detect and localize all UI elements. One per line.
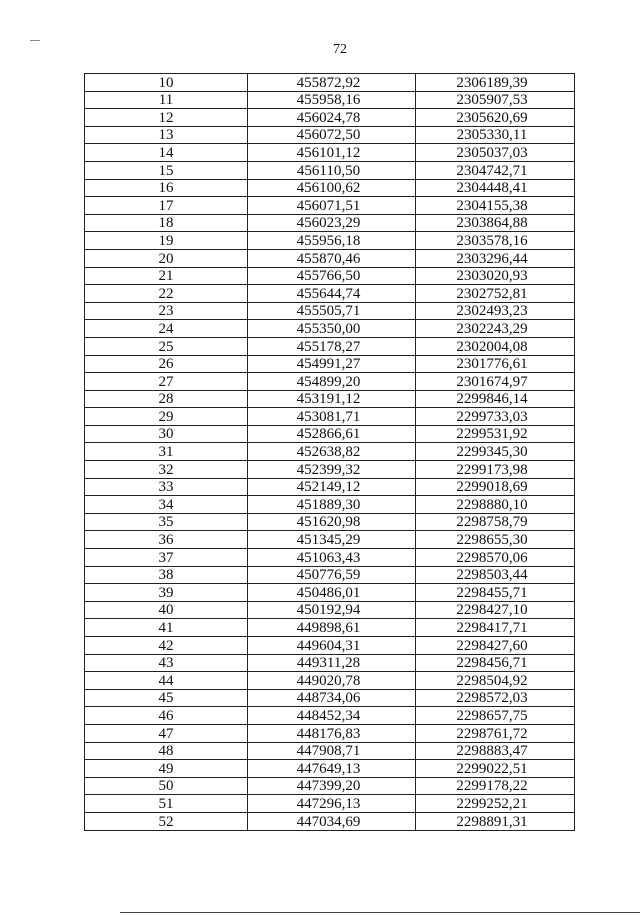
table-row: [85, 777, 575, 795]
point-number-cell: 47: [85, 724, 248, 742]
x-coordinate-cell: 455350,00: [248, 320, 416, 338]
point-number-cell: 46: [85, 707, 248, 725]
point-number-cell: 43: [85, 654, 248, 672]
point-number-cell: 21: [85, 267, 248, 285]
table-row: [85, 355, 575, 373]
y-coordinate-cell: 2299252,21: [416, 795, 575, 813]
point-number-cell: 44: [85, 672, 248, 690]
y-coordinate-cell: 2303864,88: [416, 214, 575, 232]
x-coordinate-cell: 456023,29: [248, 214, 416, 232]
table-row: [85, 197, 575, 215]
point-number-cell: 36: [85, 531, 248, 549]
table-row: [85, 742, 575, 760]
y-coordinate-cell: 2299173,98: [416, 461, 575, 479]
y-coordinate-cell: 2298880,10: [416, 496, 575, 514]
table-row: [85, 619, 575, 637]
x-coordinate-cell: 449311,28: [248, 654, 416, 672]
point-number-cell: 19: [85, 232, 248, 250]
point-number-cell: 48: [85, 742, 248, 760]
y-coordinate-cell: 2298891,31: [416, 812, 575, 830]
table-row: [85, 232, 575, 250]
point-number-cell: 12: [85, 109, 248, 127]
y-coordinate-cell: 2302493,23: [416, 302, 575, 320]
y-coordinate-cell: 2298655,30: [416, 531, 575, 549]
y-coordinate-cell: 2299022,51: [416, 760, 575, 778]
x-coordinate-cell: 451345,29: [248, 531, 416, 549]
point-number-cell: 26: [85, 355, 248, 373]
coordinates-table-body: [85, 74, 575, 831]
y-coordinate-cell: 2299846,14: [416, 390, 575, 408]
x-coordinate-cell: 455872,92: [248, 74, 416, 92]
y-coordinate-cell: 2298570,06: [416, 549, 575, 567]
point-number-cell: 37: [85, 549, 248, 567]
y-coordinate-cell: 2305620,69: [416, 109, 575, 127]
y-coordinate-cell: 2305330,11: [416, 126, 575, 144]
x-coordinate-cell: 447399,20: [248, 777, 416, 795]
x-coordinate-cell: 455644,74: [248, 285, 416, 303]
y-coordinate-cell: 2301674,97: [416, 373, 575, 391]
y-coordinate-cell: 2298761,72: [416, 724, 575, 742]
table-row: [85, 425, 575, 443]
bottom-margin-line: [120, 912, 640, 913]
table-row: [85, 654, 575, 672]
y-coordinate-cell: 2298456,71: [416, 654, 575, 672]
x-coordinate-cell: 449898,61: [248, 619, 416, 637]
table-row: [85, 549, 575, 567]
x-coordinate-cell: 450776,59: [248, 566, 416, 584]
point-number-cell: 35: [85, 513, 248, 531]
point-number-cell: 20: [85, 249, 248, 267]
x-coordinate-cell: 447296,13: [248, 795, 416, 813]
x-coordinate-cell: 451889,30: [248, 496, 416, 514]
point-number-cell: 17: [85, 197, 248, 215]
table-row: [85, 302, 575, 320]
y-coordinate-cell: 2299345,30: [416, 443, 575, 461]
point-number-cell: 30: [85, 425, 248, 443]
y-coordinate-cell: 2299733,03: [416, 408, 575, 426]
table-row: [85, 672, 575, 690]
x-coordinate-cell: 455505,71: [248, 302, 416, 320]
x-coordinate-cell: 456100,62: [248, 179, 416, 197]
y-coordinate-cell: 2298657,75: [416, 707, 575, 725]
corner-mark: [30, 40, 40, 41]
point-number-cell: 28: [85, 390, 248, 408]
x-coordinate-cell: 456110,50: [248, 161, 416, 179]
x-coordinate-cell: 448734,06: [248, 689, 416, 707]
x-coordinate-cell: 451063,43: [248, 549, 416, 567]
y-coordinate-cell: 2299531,92: [416, 425, 575, 443]
point-number-cell: 10: [85, 74, 248, 92]
x-coordinate-cell: 455766,50: [248, 267, 416, 285]
y-coordinate-cell: 2298427,10: [416, 601, 575, 619]
point-number-cell: 50: [85, 777, 248, 795]
x-coordinate-cell: 452149,12: [248, 478, 416, 496]
table-row: [85, 390, 575, 408]
y-coordinate-cell: 2302752,81: [416, 285, 575, 303]
x-coordinate-cell: 455958,16: [248, 91, 416, 109]
x-coordinate-cell: 450192,94: [248, 601, 416, 619]
table-row: [85, 144, 575, 162]
table-row: [85, 461, 575, 479]
point-number-cell: 34: [85, 496, 248, 514]
x-coordinate-cell: 456024,78: [248, 109, 416, 127]
table-row: [85, 337, 575, 355]
table-row: [85, 724, 575, 742]
x-coordinate-cell: 456071,51: [248, 197, 416, 215]
point-number-cell: 51: [85, 795, 248, 813]
y-coordinate-cell: 2298417,71: [416, 619, 575, 637]
point-number-cell: 29: [85, 408, 248, 426]
y-coordinate-cell: 2298572,03: [416, 689, 575, 707]
coordinates-table: [84, 73, 575, 831]
point-number-cell: 33: [85, 478, 248, 496]
table-row: [85, 126, 575, 144]
x-coordinate-cell: 453081,71: [248, 408, 416, 426]
x-coordinate-cell: 456072,50: [248, 126, 416, 144]
y-coordinate-cell: 2298427,60: [416, 637, 575, 655]
point-number-cell: 40: [85, 601, 248, 619]
point-number-cell: 16: [85, 179, 248, 197]
point-number-cell: 15: [85, 161, 248, 179]
point-number-cell: 31: [85, 443, 248, 461]
y-coordinate-cell: 2298455,71: [416, 584, 575, 602]
y-coordinate-cell: 2303020,93: [416, 267, 575, 285]
table-row: [85, 496, 575, 514]
point-number-cell: 14: [85, 144, 248, 162]
x-coordinate-cell: 450486,01: [248, 584, 416, 602]
table-row: [85, 320, 575, 338]
table-row: [85, 91, 575, 109]
y-coordinate-cell: 2306189,39: [416, 74, 575, 92]
table-row: [85, 707, 575, 725]
point-number-cell: 45: [85, 689, 248, 707]
point-number-cell: 38: [85, 566, 248, 584]
y-coordinate-cell: 2299178,22: [416, 777, 575, 795]
x-coordinate-cell: 447908,71: [248, 742, 416, 760]
table-row: [85, 812, 575, 830]
table-row: [85, 443, 575, 461]
x-coordinate-cell: 454899,20: [248, 373, 416, 391]
table-row: [85, 408, 575, 426]
table-row: [85, 637, 575, 655]
point-number-cell: 23: [85, 302, 248, 320]
x-coordinate-cell: 447649,13: [248, 760, 416, 778]
table-row: [85, 249, 575, 267]
y-coordinate-cell: 2298883,47: [416, 742, 575, 760]
table-row: [85, 566, 575, 584]
x-coordinate-cell: 455870,46: [248, 249, 416, 267]
y-coordinate-cell: 2299018,69: [416, 478, 575, 496]
table-row: [85, 689, 575, 707]
point-number-cell: 13: [85, 126, 248, 144]
x-coordinate-cell: 456101,12: [248, 144, 416, 162]
point-number-cell: 42: [85, 637, 248, 655]
x-coordinate-cell: 455956,18: [248, 232, 416, 250]
x-coordinate-cell: 449020,78: [248, 672, 416, 690]
y-coordinate-cell: 2298758,79: [416, 513, 575, 531]
table-row: [85, 285, 575, 303]
y-coordinate-cell: 2302243,29: [416, 320, 575, 338]
x-coordinate-cell: 447034,69: [248, 812, 416, 830]
point-number-cell: 22: [85, 285, 248, 303]
x-coordinate-cell: 448452,34: [248, 707, 416, 725]
page-number: 72: [333, 42, 347, 57]
table-row: [85, 74, 575, 92]
table-row: [85, 161, 575, 179]
y-coordinate-cell: 2305037,03: [416, 144, 575, 162]
table-row: [85, 531, 575, 549]
x-coordinate-cell: 452866,61: [248, 425, 416, 443]
x-coordinate-cell: 452638,82: [248, 443, 416, 461]
x-coordinate-cell: 455178,27: [248, 337, 416, 355]
y-coordinate-cell: 2301776,61: [416, 355, 575, 373]
y-coordinate-cell: 2298504,92: [416, 672, 575, 690]
point-number-cell: 18: [85, 214, 248, 232]
x-coordinate-cell: 452399,32: [248, 461, 416, 479]
y-coordinate-cell: 2304448,41: [416, 179, 575, 197]
table-row: [85, 513, 575, 531]
table-row: [85, 795, 575, 813]
point-number-cell: 25: [85, 337, 248, 355]
point-number-cell: 24: [85, 320, 248, 338]
table-row: [85, 373, 575, 391]
y-coordinate-cell: 2304742,71: [416, 161, 575, 179]
table-row: [85, 601, 575, 619]
table-row: [85, 584, 575, 602]
x-coordinate-cell: 454991,27: [248, 355, 416, 373]
point-number-cell: 32: [85, 461, 248, 479]
y-coordinate-cell: 2298503,44: [416, 566, 575, 584]
point-number-cell: 27: [85, 373, 248, 391]
table-row: [85, 109, 575, 127]
x-coordinate-cell: 453191,12: [248, 390, 416, 408]
y-coordinate-cell: 2303578,16: [416, 232, 575, 250]
table-row: [85, 267, 575, 285]
y-coordinate-cell: 2302004,08: [416, 337, 575, 355]
x-coordinate-cell: 449604,31: [248, 637, 416, 655]
x-coordinate-cell: 451620,98: [248, 513, 416, 531]
y-coordinate-cell: 2304155,38: [416, 197, 575, 215]
point-number-cell: 39: [85, 584, 248, 602]
point-number-cell: 11: [85, 91, 248, 109]
table-row: [85, 179, 575, 197]
y-coordinate-cell: 2305907,53: [416, 91, 575, 109]
table-row: [85, 214, 575, 232]
point-number-cell: 49: [85, 760, 248, 778]
point-number-cell: 52: [85, 812, 248, 830]
y-coordinate-cell: 2303296,44: [416, 249, 575, 267]
table-row: [85, 760, 575, 778]
x-coordinate-cell: 448176,83: [248, 724, 416, 742]
point-number-cell: 41: [85, 619, 248, 637]
table-row: [85, 478, 575, 496]
